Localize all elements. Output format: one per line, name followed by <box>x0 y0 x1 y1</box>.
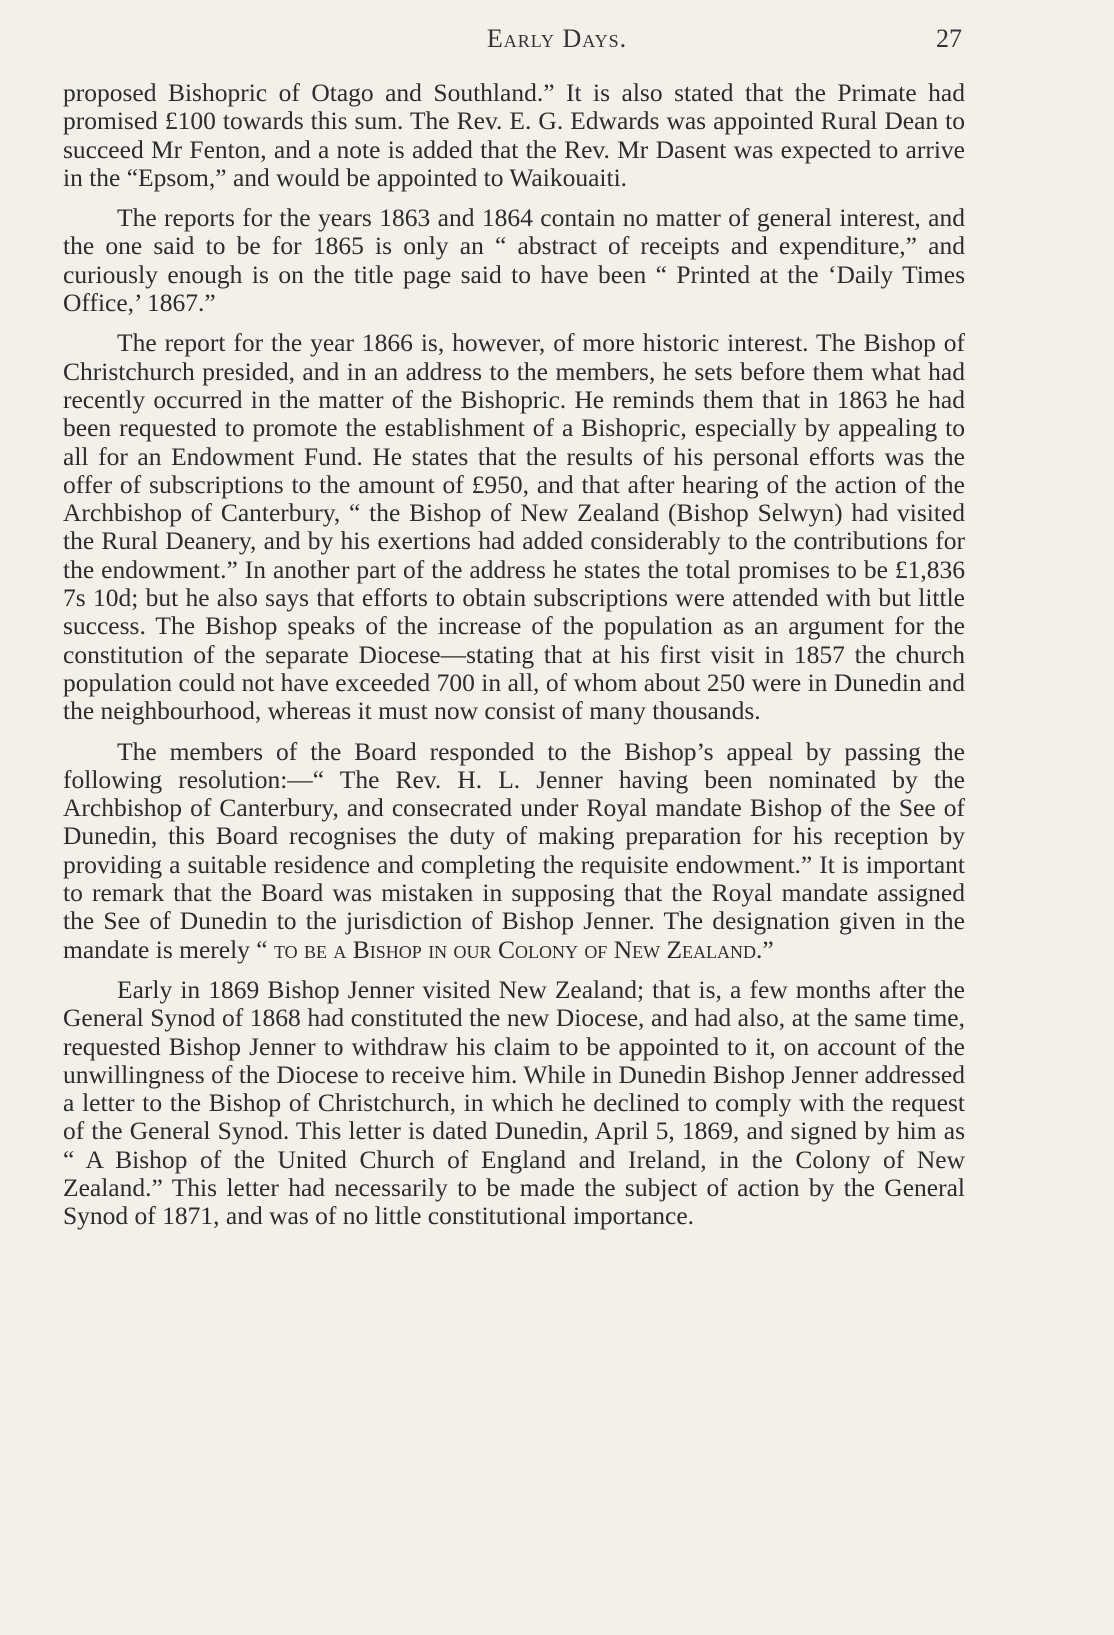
board-resolution-text: The members of the Board responded to the Bishop’s appeal by passing the following resolution:—“ The Rev. H. L. Jenner having been nominated by the Archbishop of Canterbury, and consecrated under Royal mandate Bishop of the See of Dunedin, this Board recognises the duty of making preparation for his reception by providing a suitable residence and completing the requisite endowment.” It is important to remark that the Board was mistaken in supposing that the Royal mandate assigned the See of Dunedin to the jurisdiction of Bishop Jenner. The designation given in the mandate is merely “ <box>63 736 965 964</box>
paragraph-board-resolution <box>63 738 965 964</box>
paragraph-reports-1863-1865: The reports for the years 1863 and 1864 contain no matter of general interest, and the one said to be for 1865 is only an “ abstract of receipts and expenditure,” and curiously enough is on the title page said to have been “ Printed at the ‘Daily Times Office,’ 1867.” <box>63 203 965 318</box>
paragraph-jenner-visit-1869: Early in 1869 Bishop Jenner visited New Zealand; that is, a few months after the General Synod of 1868 had constituted the new Diocese, and had also, at the same time, requested Bishop Jenner to withdraw his claim to be appointed to it, on account of the unwillingness of the Diocese to receive him. While in Dunedin Bishop Jenner addressed a letter to the Bishop of Christchurch, in which he declined to comply with the request of the General Synod. This letter is dated Dunedin, April 5, 1869, and signed by him as “ A Bishop of the United Church of England and Ireland, in the Colony of New Zealand.” This letter had necessarily to be made the subject of action by the General Synod of 1871, and was of no little constitutional importance. <box>63 974 965 1231</box>
running-head <box>0 24 1114 64</box>
closing-quote: ” <box>762 934 774 964</box>
page-number: 27 <box>936 24 962 53</box>
running-title: Early Days. <box>486 24 628 53</box>
paragraph-continued: proposed Bishopric of Otago and Southland.” It is also stated that the Primate had promised £100 towards this sum. The Rev. E. G. Edwards was appointed Rural Dean to succeed Mr Fenton, and a note is added that the Rev. Mr Dasent was expected to arrive in the “Epsom,” and would be appointed to Waikouaiti. <box>63 78 965 192</box>
paragraph-report-1866: The report for the year 1866 is, however, of more historic interest. The Bishop of Christchurch presided, and in an address to the members, he sets before them what had recently occurred in the matter of the Bishopric. He reminds them that in 1863 he had been requested to promote the establishment of a Bishopric, especially by appealing to all for an Endowment Fund. He states that the results of his personal efforts was the offer of subscriptions to the amount of £950, and that after hearing of the action of the Archbishop of Canterbury, “ the Bishop of New Zealand (Bishop Selwyn) had visited the Rural Deanery, and by his exertions had added considerably to the contributions for the endowment.” In another part of the address he states the total promises to be £1,836 7s 10d; but he also says that efforts to obtain subscriptions were attended with but little success. The Bishop speaks of the increase of the population as an argument for the constitution of the separate Diocese—stating that at his first visit in 1857 the church population could not have exceeded 700 in all, of whom about 250 were in Dunedin and the neighbourhood, whereas it must now consist of many thousands. <box>63 328 965 726</box>
body-text <box>63 79 965 1243</box>
mandate-designation: to be a Bishop in our Colony of New Zealand. <box>274 934 763 964</box>
